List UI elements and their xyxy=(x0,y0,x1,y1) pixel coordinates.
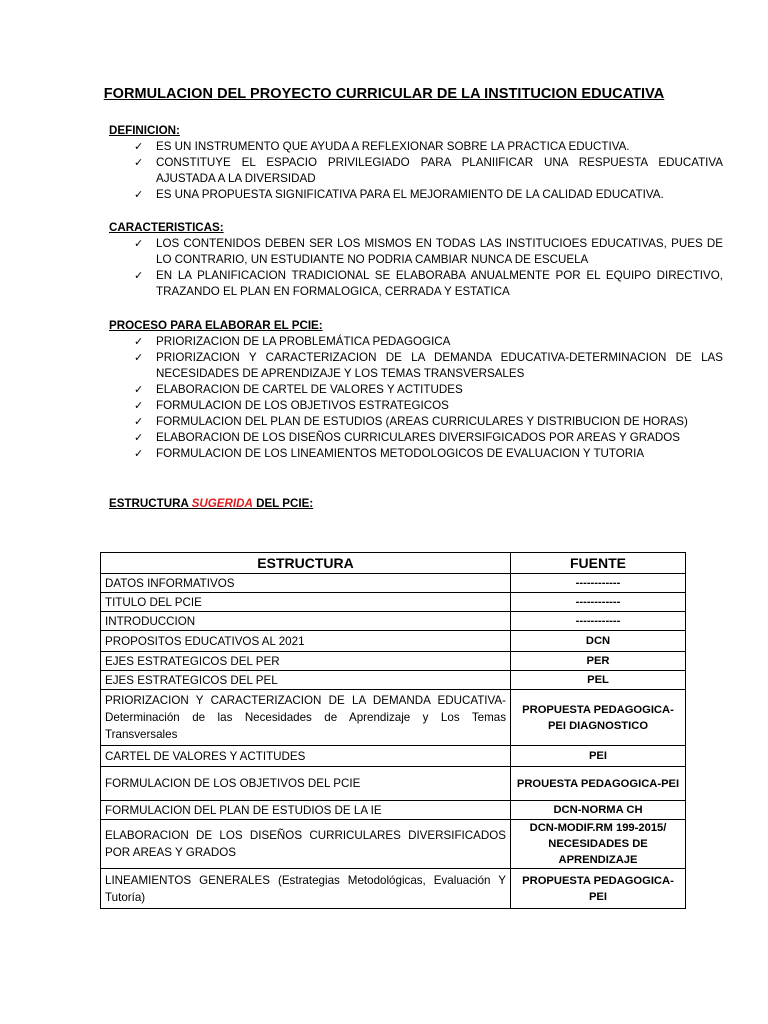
estructura-cell: DATOS INFORMATIVOS xyxy=(101,574,511,593)
estructura-table xyxy=(100,552,686,909)
fuente-cell: PROUESTA PEDAGOGICA-PEI xyxy=(511,767,686,801)
list-item: ✓ FORMULACION DEL PLAN DE ESTUDIOS (AREAS CURRICULARES Y DISTRIBUCION DE HORAS) xyxy=(134,415,688,428)
table-row xyxy=(101,612,686,631)
section-proceso xyxy=(109,318,723,462)
fuente-cell: DCN-NORMA CH xyxy=(511,801,686,820)
column-header-fuente: FUENTE xyxy=(511,553,686,574)
table-row xyxy=(101,631,686,652)
estructura-cell: EJES ESTRATEGICOS DEL PEL xyxy=(101,671,511,690)
estructura-cell: CARTEL DE VALORES Y ACTITUDES xyxy=(101,746,511,767)
caracteristicas-list xyxy=(109,236,723,300)
estructura-cell: TITULO DEL PCIE xyxy=(101,593,511,612)
check-icon: ✓ xyxy=(134,140,144,153)
estructura-cell: FORMULACION DEL PLAN DE ESTUDIOS DE LA IE xyxy=(101,801,511,820)
table-row xyxy=(101,671,686,690)
definicion-list xyxy=(109,139,723,203)
proceso-heading: PROCESO PARA ELABORAR EL PCIE: xyxy=(109,319,323,332)
check-icon: ✓ xyxy=(134,383,144,396)
table-row xyxy=(101,574,686,593)
list-item: ✓ ELABORACION DE CARTEL DE VALORES Y ACTITUDES xyxy=(134,383,463,396)
fuente-cell: PEI xyxy=(511,746,686,767)
table-row xyxy=(101,593,686,612)
list-item: ✓ ES UN INSTRUMENTO QUE AYUDA A REFLEXIONAR SOBRE LA PRACTICA EDUCTIVA. xyxy=(134,140,630,153)
estructura-cell: ELABORACION DE LOS DISEÑOS CURRICULARES DIVERSIFICADOS POR AREAS Y GRADOS xyxy=(101,820,511,869)
definicion-heading: DEFINICION: xyxy=(109,124,180,137)
check-icon: ✓ xyxy=(134,156,144,169)
list-item: ✓ ES UNA PROPUESTA SIGNIFICATIVA PARA EL MEJORAMIENTO DE LA CALIDAD EDUCATIVA. xyxy=(134,188,664,201)
sugerida-highlight: SUGERIDA xyxy=(191,497,253,510)
check-icon: ✓ xyxy=(134,188,144,201)
check-icon: ✓ xyxy=(134,269,144,282)
estructura-cell: PRIORIZACION Y CARACTERIZACION DE LA DEMANDA EDUCATIVA-Determinación de las Necesidades de Aprendizaje y Los Temas Transversales xyxy=(101,690,511,746)
fuente-cell: PROPUESTA PEDAGOGICA-PEI xyxy=(511,869,686,909)
column-header-estructura: ESTRUCTURA xyxy=(101,553,511,574)
estructura-cell: PROPOSITOS EDUCATIVOS AL 2021 xyxy=(101,631,511,652)
list-item: ✓ FORMULACION DE LOS LINEAMIENTOS METODOLOGICOS DE EVALUACION Y TUTORIA xyxy=(134,447,645,460)
fuente-cell: ------------ xyxy=(511,574,686,593)
estructura-cell: INTRODUCCION xyxy=(101,612,511,631)
check-icon: ✓ xyxy=(134,431,144,444)
caracteristicas-heading: CARACTERISTICAS: xyxy=(109,221,224,234)
section-caracteristicas xyxy=(109,220,723,300)
list-item: ✓ CONSTITUYE EL ESPACIO PRIVILEGIADO PARA PLANIIFICAR UNA RESPUESTA EDUCATIVA AJUSTADA A LA DIVERSIDAD xyxy=(134,156,723,185)
check-icon: ✓ xyxy=(134,351,144,364)
proceso-list xyxy=(109,334,723,462)
check-icon: ✓ xyxy=(134,335,144,348)
table-row xyxy=(101,801,686,820)
fuente-cell: PROPUESTA PEDAGOGICA-PEI DIAGNOSTICO xyxy=(511,690,686,746)
table-header-row xyxy=(101,553,686,574)
list-item: ✓ EN LA PLANIFICACION TRADICIONAL SE ELABORABA ANUALMENTE POR EL EQUIPO DIRECTIVO, TRAZANDO EL PLAN EN FORMALOGICA, CERRADA Y ESTATICA xyxy=(134,269,723,298)
estructura-cell: LINEAMIENTOS GENERALES (Estrategias Metodológicas, Evaluación Y Tutoría) xyxy=(101,869,511,909)
list-item: ✓ PRIORIZACION Y CARACTERIZACION DE LA DEMANDA EDUCATIVA-DETERMINACION DE LAS NECESIDADES DE APRENDIZAJE Y LOS TEMAS TRANSVERSALES xyxy=(134,351,723,380)
check-icon: ✓ xyxy=(134,415,144,428)
list-item: ✓ FORMULACION DE LOS OBJETIVOS ESTRATEGICOS xyxy=(134,399,449,412)
estructura-heading: ESTRUCTURA SUGERIDA DEL PCIE: xyxy=(109,497,314,510)
table-row xyxy=(101,820,686,869)
table-row xyxy=(101,746,686,767)
estructura-cell: EJES ESTRATEGICOS DEL PER xyxy=(101,652,511,671)
list-item: ✓ ELABORACION DE LOS DISEÑOS CURRICULARES DIVERSIFGICADOS POR AREAS Y GRADOS xyxy=(134,431,680,444)
table-row xyxy=(101,690,686,746)
fuente-cell: DCN xyxy=(511,631,686,652)
estructura-cell: FORMULACION DE LOS OBJETIVOS DEL PCIE xyxy=(101,767,511,801)
section-definicion xyxy=(109,123,723,203)
check-icon: ✓ xyxy=(134,237,144,250)
check-icon: ✓ xyxy=(134,447,144,460)
table-row xyxy=(101,652,686,671)
table-row xyxy=(101,767,686,801)
fuente-cell: ------------ xyxy=(511,612,686,631)
list-item: ✓ LOS CONTENIDOS DEBEN SER LOS MISMOS EN TODAS LAS INSTITUCIOES EDUCATIVAS, PUES DE LO CONTRARIO, UN ESTUDIANTE NO PODRIA CAMBIAR NUNCA DE ESCUELA xyxy=(134,237,723,266)
document-title: FORMULACION DEL PROYECTO CURRICULAR DE LA INSTITUCION EDUCATIVA xyxy=(103,86,665,102)
fuente-cell: DCN-MODIF.RM 199-2015/ NECESIDADES DE APRENDIZAJE xyxy=(511,820,686,869)
check-icon: ✓ xyxy=(134,399,144,412)
fuente-cell: PEL xyxy=(511,671,686,690)
list-item: ✓ PRIORIZACION DE LA PROBLEMÁTICA PEDAGOGICA xyxy=(134,335,451,348)
fuente-cell: PER xyxy=(511,652,686,671)
table-row xyxy=(101,869,686,909)
fuente-cell: ------------ xyxy=(511,593,686,612)
